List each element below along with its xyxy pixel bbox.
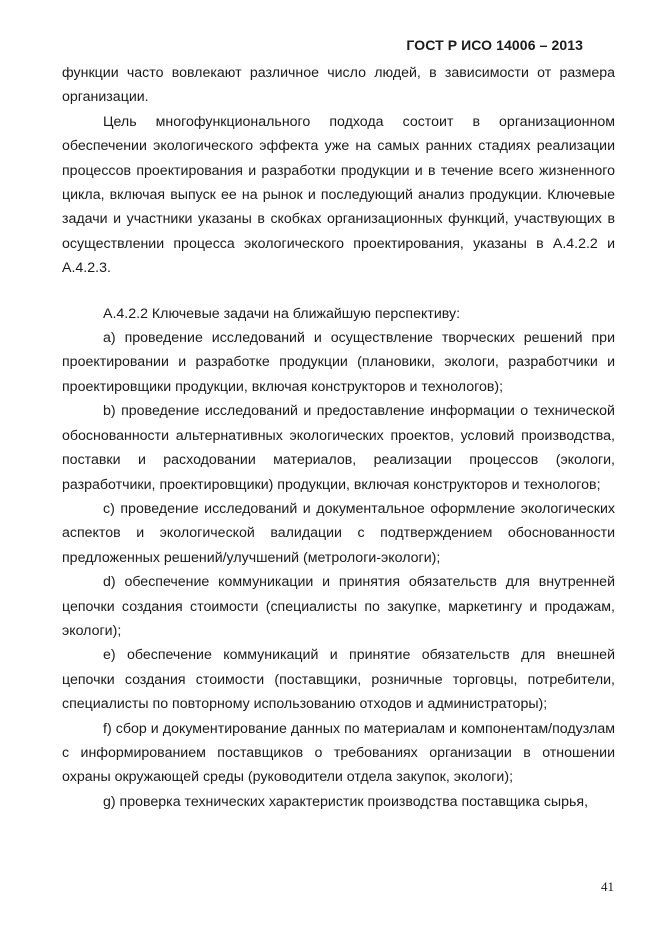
list-item-f: f) сбор и документирование данных по материалам и компонентам/подузлам с информированием поставщиков о требованиях организации в отношении охраны окружающей среды (руководители отдела закупок, экологи); [62,720,615,786]
section-heading-a422: А.4.2.2 Ключевые задачи на ближайшую перспективу: [103,305,461,322]
page-number: 41 [601,879,614,894]
list-item-b: b) проведение исследований и предоставление информации о технической обоснованности альтернативных экологических проектов, условий производства, поставки и расходовании материалов, реализации процессов (экологи, разработчики, проектировщики) продукции, включая конструкторов и технологов; [62,403,615,493]
list-item-e: e) обеспечение коммуникаций и принятие обязательств для внешней цепочки создания стоимости (поставщики, розничные торговцы, потребители, специалисты по повторному использованию отходов и администраторы); [62,647,615,713]
document-header: ГОСТ Р ИСО 14006 – 2013 [406,37,583,53]
paragraph-purpose: Цель многофункционального подхода состоит в организационном обеспечении экологического эффекта уже на самых ранних стадиях реализации процессов проектирования и разработки продукции и в течение всего жизненного цикла, включая выпуск ее на рынок и последующий анализ продукции. Ключевые задачи и участники указаны в скобках организационных функций, участвующих в осуществлении процесса экологического проектирования, указаны в А.4.2.2 и А.4.2.3. [62,113,615,277]
paragraph-continuation: функции часто вовлекают различное число людей, в зависимости от размера организации. [62,65,615,106]
list-item-c: c) проведение исследований и документальное оформление экологических аспектов и экологической валидации с подтверждением обоснованности предложенных решений/улучшений (метрологи-экологи); [62,500,615,566]
list-item-g: g) проверка технических характеристик производства поставщика сырья, [103,793,589,810]
list-item-a: a) проведение исследований и осуществление творческих решений при проектировании и разработке продукции (плановики, экологи, разработчики и проектировщики продукции, включая конструкторов и технологов); [62,330,615,395]
list-item-d: d) обеспечение коммуникации и принятия обязательств для внутренней цепочки создания стоимости (специалисты по закупке, маркетингу и продажам, экологи); [62,574,615,639]
document-body [62,61,615,814]
